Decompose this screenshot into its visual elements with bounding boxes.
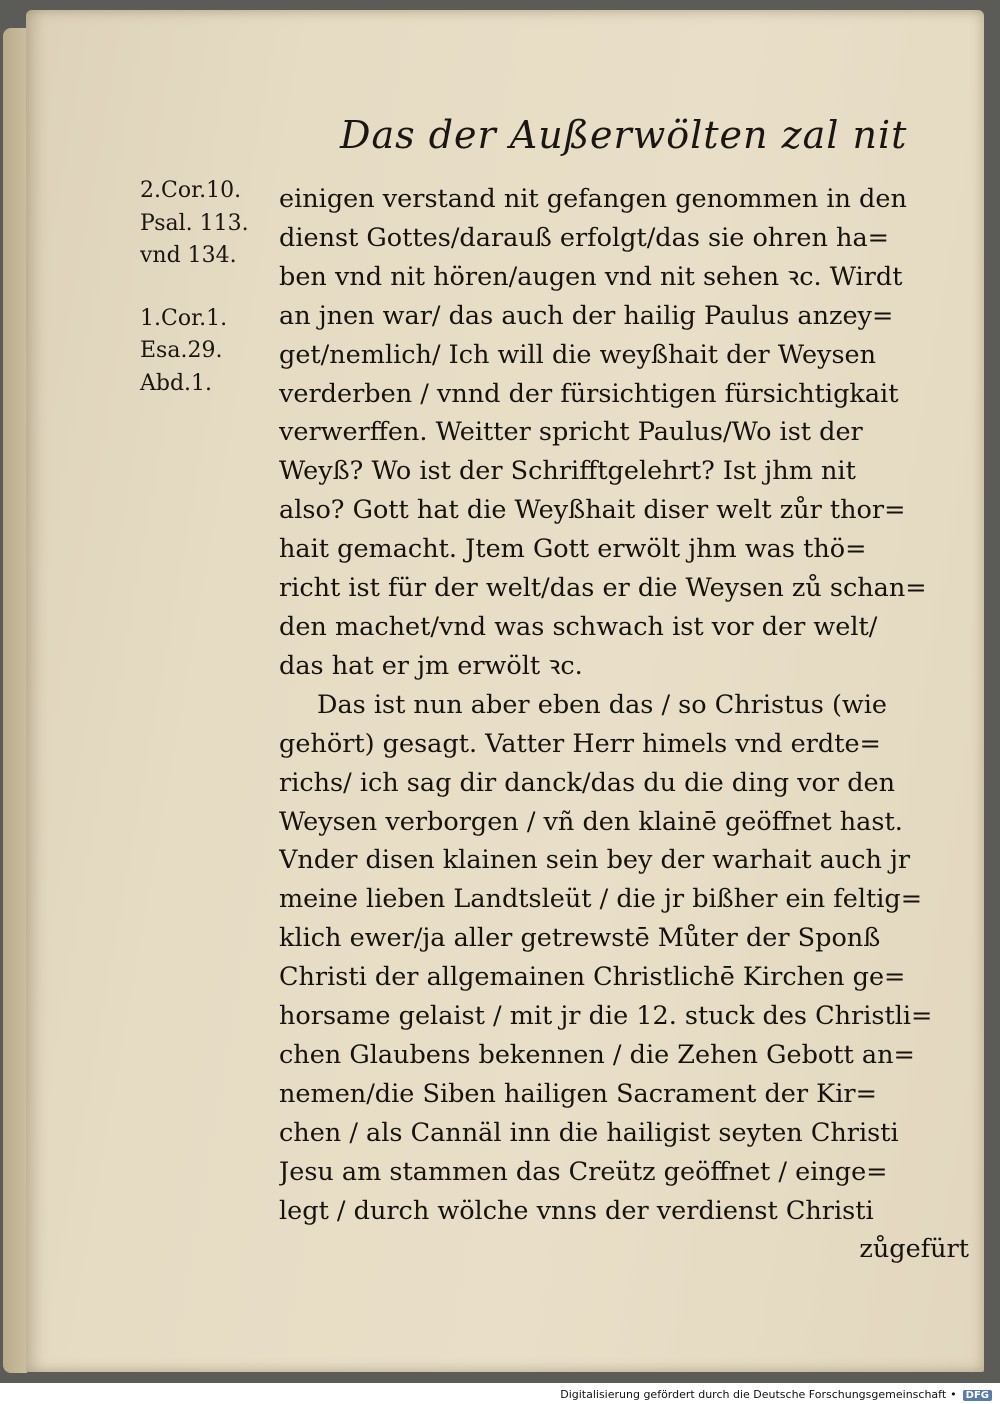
text-line: richs/ ich sag dir danck/das du die ding vor den xyxy=(279,767,896,798)
text-line: chen / als Cannäl inn die hailigist seyten Christi xyxy=(279,1117,899,1148)
dfg-logo: DFG xyxy=(963,1390,992,1401)
running-head: Das der Außerwölten zal nit xyxy=(340,113,908,157)
text-line: legt / durch wölche vnns der verdienst Christi xyxy=(279,1195,874,1226)
footer-text: Digitalisierung gefördert durch die Deutsche Forschungsgemeinschaft xyxy=(560,1388,947,1401)
text-line: richt ist für der welt/das er die Weysen zů schan= xyxy=(279,573,927,604)
text-line: nemen/die Siben hailigen Sacrament der Kir= xyxy=(279,1078,877,1109)
catchword: zůgefürt xyxy=(859,1234,969,1265)
text-line: den machet/vnd was schwach ist vor der welt/ xyxy=(279,611,878,642)
text-line: hait gemacht. Jtem Gott erwölt jhm was thö= xyxy=(279,534,867,565)
text-line: ben vnd nit hören/augen vnd nit sehen ꝛc. Wirdt xyxy=(279,261,903,292)
text-line: verderben / vnnd der fürsichtigen fürsichtigkait xyxy=(279,378,899,409)
text-line: einigen verstand nit gefangen genommen in den xyxy=(279,184,907,214)
margin-note-group-1 xyxy=(140,175,270,273)
text-line: Weysen verborgen / vñ den klainē geöffnet hast. xyxy=(279,806,903,837)
body-text xyxy=(279,180,969,1269)
book-left-edge xyxy=(3,28,27,1373)
text-line: chen Glaubens bekennen / die Zehen Gebott an= xyxy=(279,1039,915,1070)
text-line: Weyß? Wo ist der Schrifftgelehrt? Ist jhm nit xyxy=(279,456,856,487)
margin-note: 2.Cor.10. xyxy=(140,178,242,203)
text-line: verwerffen. Weitter spricht Paulus/Wo ist der xyxy=(279,417,863,448)
text-line: Vnder disen klainen sein bey der warhait auch jr xyxy=(279,845,911,876)
text-line: Christi der allgemainen Christlichē Kirchen ge= xyxy=(279,962,906,993)
margin-note: vnd 134. xyxy=(140,243,237,269)
margin-note: Abd.1. xyxy=(140,370,213,396)
text-line: also? Gott hat die Weyßhait diser welt zůr thor= xyxy=(279,495,906,526)
footer-credit xyxy=(560,1388,992,1401)
text-line: Jesu am stammen das Creütz geöffnet / einge= xyxy=(279,1156,888,1187)
text-line: an jnen war/ das auch der hailig Paulus anzey= xyxy=(279,300,894,331)
text-line: klich ewer/ja aller getrewstē Můter der Sponß xyxy=(279,923,881,954)
margin-note: Psal. 113. xyxy=(140,210,249,236)
text-line-paragraph-start: Das ist nun aber eben das / so Christus (wie xyxy=(317,689,887,720)
text-line: gehört) gesagt. Vatter Herr himels vnd erdte= xyxy=(279,728,881,759)
text-line: dienst Gottes/darauß erfolgt/das sie ohren ha= xyxy=(279,222,890,253)
text-line: das hat er jm erwölt ꝛc. xyxy=(279,650,583,681)
margin-note: Esa.29. xyxy=(140,338,223,364)
text-line: meine lieben Landtsleüt / die jr bißher ein feltig= xyxy=(279,884,923,915)
text-line: horsame gelaist / mit jr die 12. stuck des Christli= xyxy=(279,1001,933,1032)
text-line: get/nemlich/ Ich will die weyßhait der Weysen xyxy=(279,339,877,370)
footer-separator: • xyxy=(950,1388,957,1401)
margin-note: 1.Cor.1. xyxy=(140,305,228,331)
margin-note-group-2 xyxy=(140,303,270,401)
margin-notes xyxy=(140,175,270,431)
